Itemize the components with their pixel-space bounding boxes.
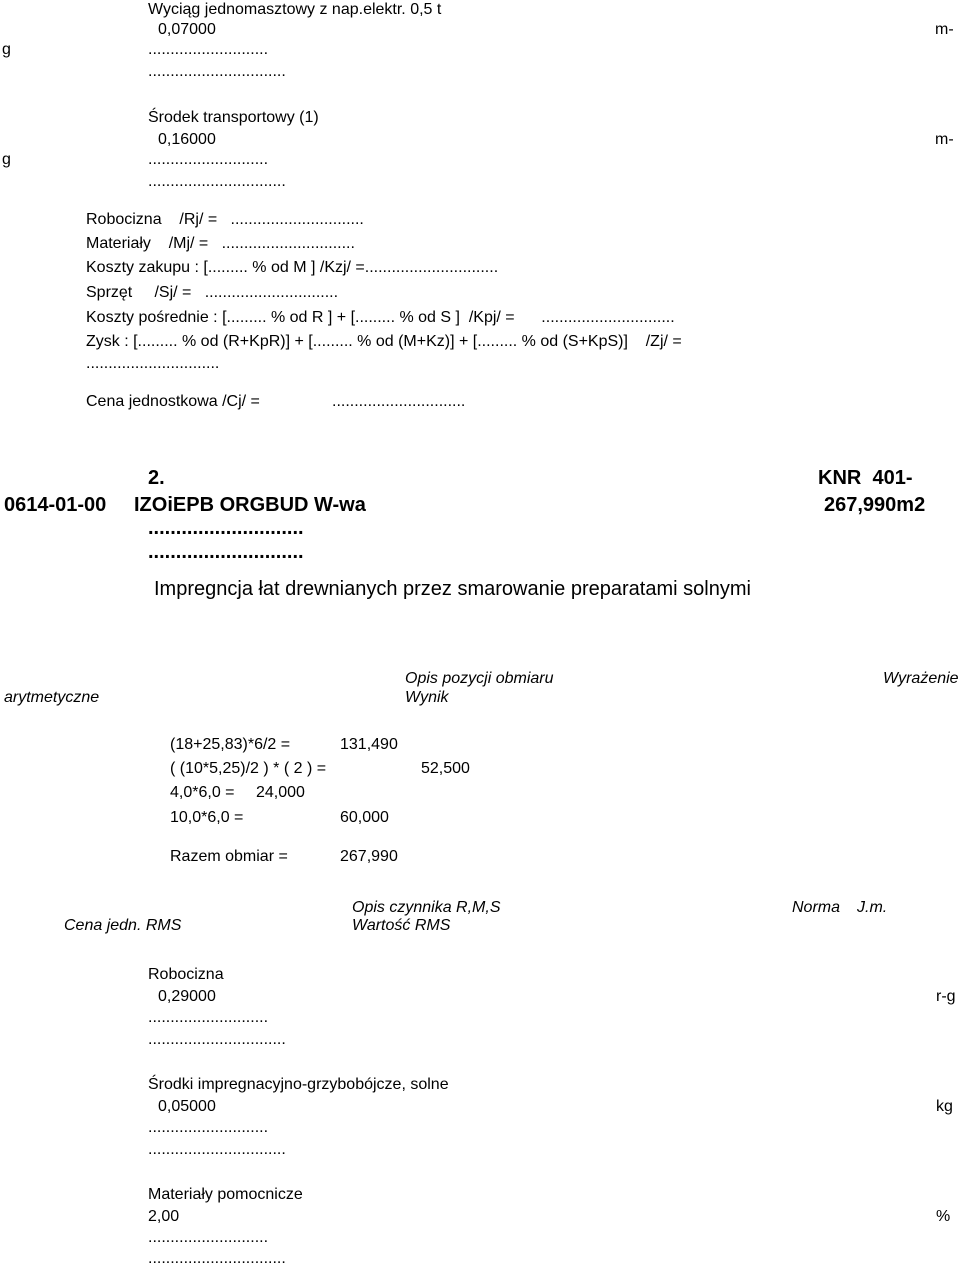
rms-header-opis: Opis czynnika R,M,S <box>352 899 501 916</box>
measure-row-3-value: 24,000 <box>256 784 305 801</box>
measure-row-1-value: 131,490 <box>340 736 398 753</box>
position-dots-1: ............................ <box>148 517 304 539</box>
summary-sprzet: Sprzęt /Sj/ = .............................. <box>86 284 339 301</box>
measure-row-3-expr: 4,0*6,0 = <box>170 784 235 801</box>
rms-header-wartosc: Wartość RMS <box>352 917 451 934</box>
rms-item-materialy-name: Materiały pomocnicze <box>148 1186 303 1203</box>
rms-item-materialy-norm: 2,00 <box>148 1208 180 1225</box>
rms-item-srodki-name: Środki impregnacyjno-grzybobójcze, solne <box>148 1076 449 1093</box>
item-unit-wyciag-b: g <box>2 41 11 58</box>
measure-total-value: 267,990 <box>340 848 398 865</box>
rms-item-robocizna-dots-1: ........................... <box>148 1009 269 1026</box>
rms-header-cena: Cena jedn. RMS <box>64 917 182 934</box>
position-quantity: 267,990m2 <box>824 494 926 516</box>
item-norm-wyciag: 0,07000 <box>158 21 216 38</box>
item-unit-srodek-b: g <box>2 151 11 168</box>
measure-header-wyrazenie: Wyrażenie <box>883 670 959 687</box>
item-unit-wyciag-a: m- <box>935 21 954 38</box>
item-dots-wyciag-2: ............................... <box>148 63 286 80</box>
measure-row-4-expr: 10,0*6,0 = <box>170 809 244 826</box>
position-dots-2: ............................ <box>148 541 304 563</box>
summary-zysk-dots: .............................. <box>86 355 220 372</box>
measure-row-4-value: 60,000 <box>340 809 389 826</box>
position-knr: KNR 401- <box>818 467 913 489</box>
rms-header-norma: Norma <box>792 899 841 916</box>
summary-zysk: Zysk : [......... % od (R+KpR)] + [......... % od (M+Kz)] + [......... % od (S+KpS)] /Zj/ = <box>86 333 682 350</box>
rms-item-materialy-dots-2: ............................... <box>148 1250 286 1267</box>
rms-item-materialy-unit: % <box>936 1208 951 1225</box>
summary-koszty-zakupu: Koszty zakupu : [......... % od M ] /Kzj/ =.............................. <box>86 259 499 276</box>
item-name-wyciag: Wyciąg jednomasztowy z nap.elektr. 0,5 t <box>148 1 442 18</box>
rms-item-srodki-dots-2: ............................... <box>148 1141 286 1158</box>
rms-item-robocizna-norm: 0,29000 <box>158 988 216 1005</box>
rms-item-srodki-unit: kg <box>936 1098 953 1115</box>
item-norm-srodek-transportowy: 0,16000 <box>158 131 216 148</box>
rms-header-jm: J.m. <box>857 899 888 916</box>
summary-materialy: Materiały /Mj/ = .............................. <box>86 235 355 252</box>
measure-row-1-expr: (18+25,83)*6/2 = <box>170 736 291 753</box>
measure-header-opis: Opis pozycji obmiaru <box>405 670 554 687</box>
rms-item-robocizna-dots-2: ............................... <box>148 1031 286 1048</box>
summary-cena-dots: .............................. <box>332 393 466 410</box>
item-dots-srodek-1: ........................... <box>148 151 269 168</box>
rms-item-robocizna-unit: r-g <box>936 988 956 1005</box>
rms-item-robocizna-name: Robocizna <box>148 966 224 983</box>
measure-row-2-value: 52,500 <box>421 760 470 777</box>
rms-item-srodki-norm: 0,05000 <box>158 1098 216 1115</box>
item-dots-wyciag-1: ........................... <box>148 41 269 58</box>
summary-robocizna: Robocizna /Rj/ = .............................. <box>86 211 364 228</box>
position-number: 2. <box>148 467 165 489</box>
measure-total-label: Razem obmiar = <box>170 848 288 865</box>
summary-koszty-posrednie: Koszty pośrednie : [......... % od R ] + [......... % od S ] /Kpj/ = .............................. <box>86 309 675 326</box>
item-unit-srodek-a: m- <box>935 131 954 148</box>
measure-header-wynik: Wynik <box>405 689 449 706</box>
item-name-srodek-transportowy: Środek transportowy (1) <box>148 109 319 126</box>
summary-cena-label: Cena jednostkowa /Cj/ = <box>86 393 260 410</box>
measure-row-2-expr: ( (10*5,25)/2 ) * ( 2 ) = <box>170 760 327 777</box>
measure-header-arytmetyczne: arytmetyczne <box>4 689 100 706</box>
position-code: 0614-01-00 <box>4 494 107 516</box>
rms-item-srodki-dots-1: ........................... <box>148 1119 269 1136</box>
position-source: IZOiEPB ORGBUD W-wa <box>134 494 366 516</box>
rms-item-materialy-dots-1: ........................... <box>148 1229 269 1246</box>
item-dots-srodek-2: ............................... <box>148 173 286 190</box>
position-description: Impregncja łat drewnianych przez smarowanie preparatami solnymi <box>154 578 751 600</box>
